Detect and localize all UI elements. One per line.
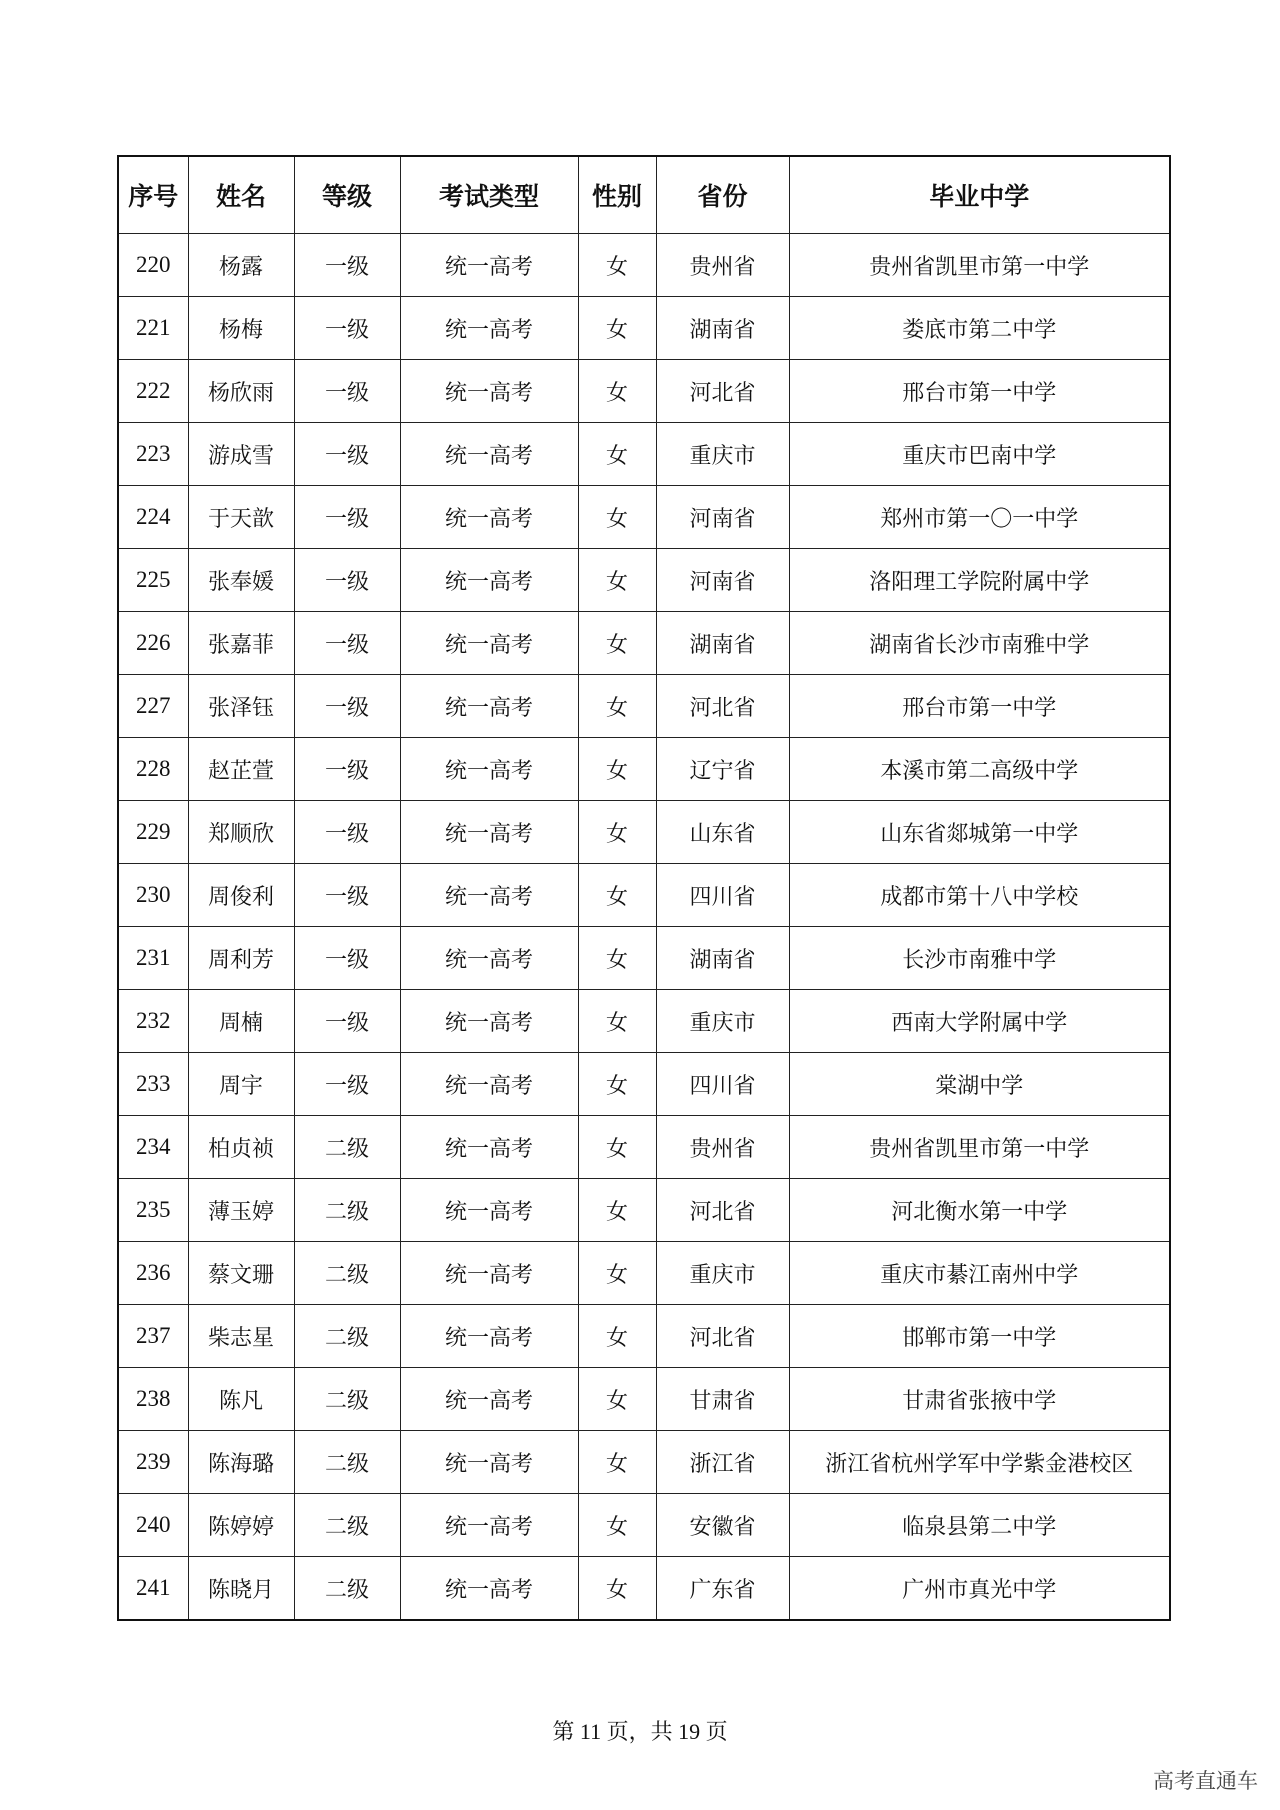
cell-serial: 240 xyxy=(118,1494,188,1557)
cell-serial: 238 xyxy=(118,1368,188,1431)
cell-level: 二级 xyxy=(294,1494,400,1557)
cell-serial: 235 xyxy=(118,1179,188,1242)
cell-exam-type: 统一高考 xyxy=(400,1116,578,1179)
cell-name: 张泽钰 xyxy=(188,675,294,738)
cell-school: 邢台市第一中学 xyxy=(789,360,1170,423)
cell-level: 一级 xyxy=(294,864,400,927)
cell-school: 贵州省凯里市第一中学 xyxy=(789,1116,1170,1179)
cell-province: 湖南省 xyxy=(656,297,789,360)
cell-gender: 女 xyxy=(578,612,656,675)
cell-exam-type: 统一高考 xyxy=(400,234,578,297)
cell-gender: 女 xyxy=(578,738,656,801)
cell-province: 重庆市 xyxy=(656,1242,789,1305)
table-row xyxy=(118,801,1170,864)
cell-name: 柏贞祯 xyxy=(188,1116,294,1179)
table-row xyxy=(118,1116,1170,1179)
cell-province: 浙江省 xyxy=(656,1431,789,1494)
cell-gender: 女 xyxy=(578,486,656,549)
cell-gender: 女 xyxy=(578,1368,656,1431)
table-row xyxy=(118,486,1170,549)
table-row xyxy=(118,1431,1170,1494)
cell-exam-type: 统一高考 xyxy=(400,297,578,360)
cell-level: 二级 xyxy=(294,1179,400,1242)
cell-school: 重庆市巴南中学 xyxy=(789,423,1170,486)
cell-school: 邢台市第一中学 xyxy=(789,675,1170,738)
cell-province: 河北省 xyxy=(656,360,789,423)
cell-exam-type: 统一高考 xyxy=(400,1179,578,1242)
header-school: 毕业中学 xyxy=(789,156,1170,234)
cell-gender: 女 xyxy=(578,675,656,738)
cell-name: 于天歆 xyxy=(188,486,294,549)
header-name: 姓名 xyxy=(188,156,294,234)
cell-province: 河北省 xyxy=(656,1305,789,1368)
cell-serial: 221 xyxy=(118,297,188,360)
cell-name: 赵芷萱 xyxy=(188,738,294,801)
cell-school: 邯郸市第一中学 xyxy=(789,1305,1170,1368)
cell-serial: 228 xyxy=(118,738,188,801)
table-row xyxy=(118,1494,1170,1557)
table-body xyxy=(118,234,1170,1621)
cell-school: 娄底市第二中学 xyxy=(789,297,1170,360)
cell-name: 薄玉婷 xyxy=(188,1179,294,1242)
cell-name: 郑顺欣 xyxy=(188,801,294,864)
cell-exam-type: 统一高考 xyxy=(400,1557,578,1621)
cell-province: 贵州省 xyxy=(656,1116,789,1179)
cell-exam-type: 统一高考 xyxy=(400,1431,578,1494)
cell-school: 长沙市南雅中学 xyxy=(789,927,1170,990)
cell-level: 二级 xyxy=(294,1116,400,1179)
cell-exam-type: 统一高考 xyxy=(400,990,578,1053)
cell-exam-type: 统一高考 xyxy=(400,1242,578,1305)
cell-province: 四川省 xyxy=(656,1053,789,1116)
cell-exam-type: 统一高考 xyxy=(400,738,578,801)
cell-school: 河北衡水第一中学 xyxy=(789,1179,1170,1242)
cell-gender: 女 xyxy=(578,1494,656,1557)
table-row xyxy=(118,1179,1170,1242)
cell-name: 周俊利 xyxy=(188,864,294,927)
cell-level: 一级 xyxy=(294,297,400,360)
cell-province: 重庆市 xyxy=(656,423,789,486)
cell-name: 周利芳 xyxy=(188,927,294,990)
cell-exam-type: 统一高考 xyxy=(400,612,578,675)
cell-serial: 230 xyxy=(118,864,188,927)
cell-province: 广东省 xyxy=(656,1557,789,1621)
cell-serial: 225 xyxy=(118,549,188,612)
table-row xyxy=(118,234,1170,297)
table-row xyxy=(118,360,1170,423)
cell-name: 张奉媛 xyxy=(188,549,294,612)
header-province: 省份 xyxy=(656,156,789,234)
cell-serial: 226 xyxy=(118,612,188,675)
cell-province: 河北省 xyxy=(656,675,789,738)
cell-exam-type: 统一高考 xyxy=(400,864,578,927)
cell-gender: 女 xyxy=(578,1053,656,1116)
cell-province: 四川省 xyxy=(656,864,789,927)
cell-school: 本溪市第二高级中学 xyxy=(789,738,1170,801)
header-exam-type: 考试类型 xyxy=(400,156,578,234)
cell-province: 安徽省 xyxy=(656,1494,789,1557)
table-row xyxy=(118,423,1170,486)
header-gender: 性别 xyxy=(578,156,656,234)
cell-province: 甘肃省 xyxy=(656,1368,789,1431)
table-row xyxy=(118,1053,1170,1116)
watermark-text: 高考直通车 xyxy=(1153,1769,1258,1793)
cell-gender: 女 xyxy=(578,1179,656,1242)
cell-level: 一级 xyxy=(294,738,400,801)
cell-level: 一级 xyxy=(294,423,400,486)
table-row xyxy=(118,297,1170,360)
cell-province: 河南省 xyxy=(656,549,789,612)
cell-school: 广州市真光中学 xyxy=(789,1557,1170,1621)
cell-serial: 220 xyxy=(118,234,188,297)
cell-name: 杨梅 xyxy=(188,297,294,360)
cell-school: 重庆市綦江南州中学 xyxy=(789,1242,1170,1305)
cell-level: 二级 xyxy=(294,1431,400,1494)
cell-gender: 女 xyxy=(578,864,656,927)
cell-serial: 233 xyxy=(118,1053,188,1116)
cell-serial: 236 xyxy=(118,1242,188,1305)
table-row xyxy=(118,1305,1170,1368)
cell-school: 湖南省长沙市南雅中学 xyxy=(789,612,1170,675)
cell-level: 一级 xyxy=(294,612,400,675)
cell-exam-type: 统一高考 xyxy=(400,1305,578,1368)
cell-serial: 224 xyxy=(118,486,188,549)
cell-level: 一级 xyxy=(294,1053,400,1116)
cell-serial: 237 xyxy=(118,1305,188,1368)
cell-gender: 女 xyxy=(578,234,656,297)
cell-exam-type: 统一高考 xyxy=(400,1053,578,1116)
cell-name: 陈凡 xyxy=(188,1368,294,1431)
cell-gender: 女 xyxy=(578,1557,656,1621)
table-row xyxy=(118,864,1170,927)
admission-list-table xyxy=(117,155,1171,1621)
cell-name: 陈婷婷 xyxy=(188,1494,294,1557)
cell-gender: 女 xyxy=(578,1305,656,1368)
cell-serial: 241 xyxy=(118,1557,188,1621)
cell-level: 一级 xyxy=(294,990,400,1053)
cell-province: 河南省 xyxy=(656,486,789,549)
cell-name: 柴志星 xyxy=(188,1305,294,1368)
table-row xyxy=(118,612,1170,675)
cell-exam-type: 统一高考 xyxy=(400,1494,578,1557)
table-row xyxy=(118,1242,1170,1305)
cell-serial: 231 xyxy=(118,927,188,990)
cell-exam-type: 统一高考 xyxy=(400,801,578,864)
cell-school: 洛阳理工学院附属中学 xyxy=(789,549,1170,612)
cell-gender: 女 xyxy=(578,990,656,1053)
cell-school: 棠湖中学 xyxy=(789,1053,1170,1116)
table-row xyxy=(118,1557,1170,1621)
cell-exam-type: 统一高考 xyxy=(400,927,578,990)
table-row xyxy=(118,1368,1170,1431)
cell-gender: 女 xyxy=(578,360,656,423)
cell-school: 西南大学附属中学 xyxy=(789,990,1170,1053)
cell-school: 贵州省凯里市第一中学 xyxy=(789,234,1170,297)
cell-name: 张嘉菲 xyxy=(188,612,294,675)
header-level: 等级 xyxy=(294,156,400,234)
cell-name: 陈晓月 xyxy=(188,1557,294,1621)
cell-gender: 女 xyxy=(578,927,656,990)
cell-gender: 女 xyxy=(578,423,656,486)
cell-name: 周楠 xyxy=(188,990,294,1053)
cell-level: 二级 xyxy=(294,1557,400,1621)
cell-serial: 227 xyxy=(118,675,188,738)
cell-level: 一级 xyxy=(294,801,400,864)
cell-province: 湖南省 xyxy=(656,927,789,990)
cell-exam-type: 统一高考 xyxy=(400,360,578,423)
cell-level: 二级 xyxy=(294,1242,400,1305)
cell-exam-type: 统一高考 xyxy=(400,549,578,612)
cell-province: 山东省 xyxy=(656,801,789,864)
cell-school: 山东省郯城第一中学 xyxy=(789,801,1170,864)
cell-province: 辽宁省 xyxy=(656,738,789,801)
table-row xyxy=(118,927,1170,990)
cell-name: 周宇 xyxy=(188,1053,294,1116)
cell-level: 二级 xyxy=(294,1305,400,1368)
cell-level: 一级 xyxy=(294,234,400,297)
cell-serial: 222 xyxy=(118,360,188,423)
cell-gender: 女 xyxy=(578,1431,656,1494)
cell-exam-type: 统一高考 xyxy=(400,1368,578,1431)
table-row xyxy=(118,675,1170,738)
header-serial: 序号 xyxy=(118,156,188,234)
cell-school: 郑州市第一〇一中学 xyxy=(789,486,1170,549)
table-row xyxy=(118,990,1170,1053)
cell-school: 成都市第十八中学校 xyxy=(789,864,1170,927)
cell-province: 重庆市 xyxy=(656,990,789,1053)
cell-name: 陈海璐 xyxy=(188,1431,294,1494)
cell-serial: 223 xyxy=(118,423,188,486)
cell-school: 甘肃省张掖中学 xyxy=(789,1368,1170,1431)
cell-exam-type: 统一高考 xyxy=(400,675,578,738)
cell-name: 蔡文珊 xyxy=(188,1242,294,1305)
table-header-row xyxy=(118,156,1170,234)
cell-gender: 女 xyxy=(578,801,656,864)
cell-gender: 女 xyxy=(578,1116,656,1179)
cell-name: 杨露 xyxy=(188,234,294,297)
cell-province: 贵州省 xyxy=(656,234,789,297)
cell-name: 游成雪 xyxy=(188,423,294,486)
table-row xyxy=(118,738,1170,801)
cell-level: 一级 xyxy=(294,360,400,423)
cell-level: 一级 xyxy=(294,927,400,990)
cell-level: 二级 xyxy=(294,1368,400,1431)
cell-level: 一级 xyxy=(294,549,400,612)
cell-province: 河北省 xyxy=(656,1179,789,1242)
table-row xyxy=(118,549,1170,612)
cell-level: 一级 xyxy=(294,675,400,738)
cell-serial: 229 xyxy=(118,801,188,864)
cell-name: 杨欣雨 xyxy=(188,360,294,423)
cell-serial: 232 xyxy=(118,990,188,1053)
cell-gender: 女 xyxy=(578,549,656,612)
page-footer: 第 11 页，共 19 页 xyxy=(552,1719,728,1744)
cell-school: 浙江省杭州学军中学紫金港校区 xyxy=(789,1431,1170,1494)
cell-school: 临泉县第二中学 xyxy=(789,1494,1170,1557)
cell-gender: 女 xyxy=(578,1242,656,1305)
cell-exam-type: 统一高考 xyxy=(400,486,578,549)
cell-province: 湖南省 xyxy=(656,612,789,675)
cell-level: 一级 xyxy=(294,486,400,549)
cell-serial: 234 xyxy=(118,1116,188,1179)
cell-serial: 239 xyxy=(118,1431,188,1494)
cell-exam-type: 统一高考 xyxy=(400,423,578,486)
cell-gender: 女 xyxy=(578,297,656,360)
